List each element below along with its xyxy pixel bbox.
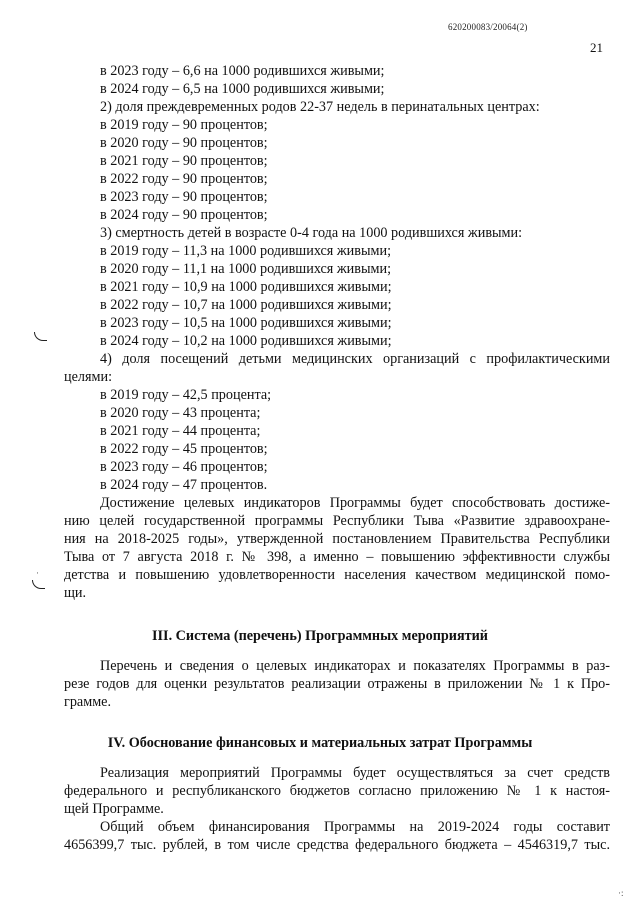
- list-item: в 2021 году – 10,9 на 1000 родившихся живыми;: [100, 279, 392, 295]
- section-heading: III. Система (перечень) Программных мероприятий: [152, 628, 488, 644]
- list-item: в 2023 году – 10,5 на 1000 родившихся живыми;: [100, 315, 392, 331]
- list-item: в 2024 году – 47 процентов.: [100, 477, 268, 493]
- paragraph-line: Тыва от 7 августа 2018 г. № 398, а именно – повышению эффективности службы: [64, 549, 610, 565]
- list-item: в 2023 году – 46 процентов;: [100, 459, 268, 475]
- list-item: в 2023 году – 6,6 на 1000 родившихся живыми;: [100, 63, 385, 79]
- list-item: в 2020 году – 11,1 на 1000 родившихся живыми;: [100, 261, 392, 277]
- paragraph-line: ния на 2018-2025 годы», утвержденной постановлением Правительства Республики: [64, 531, 610, 547]
- paragraph-line: резе годов для оценки результатов реализации отражены в приложении № 1 к Про-: [64, 676, 610, 692]
- list-item: в 2022 году – 90 процентов;: [100, 171, 268, 187]
- paragraph-line: федерального и республиканского бюджетов согласно приложению № 1 к настоя-: [64, 783, 610, 799]
- margin-pen-mark: [34, 332, 47, 341]
- list-item: в 2024 году – 90 процентов;: [100, 207, 268, 223]
- list-item: в 2019 году – 11,3 на 1000 родившихся живыми;: [100, 243, 392, 259]
- list-item-heading: 4) доля посещений детьми медицинских организаций с профилактическими: [100, 351, 610, 367]
- margin-pen-mark: [32, 580, 45, 589]
- scan-speck: ·: [36, 568, 39, 578]
- scan-speck: ·:: [618, 888, 624, 898]
- list-item: в 2021 году – 90 процентов;: [100, 153, 268, 169]
- page-number: 21: [590, 40, 603, 55]
- list-item: в 2022 году – 45 процентов;: [100, 441, 268, 457]
- document-id: 620200083/20064(2): [448, 22, 528, 32]
- paragraph-line: Реализация мероприятий Программы будет осуществляться за счет средств: [100, 765, 610, 781]
- paragraph-line: Перечень и сведения о целевых индикаторах и показателях Программы в раз-: [100, 658, 610, 674]
- paragraph-line: детства и повышению удовлетворенности населения качеством медицинской помо-: [64, 567, 610, 583]
- list-item: 3) смертность детей в возрасте 0-4 года на 1000 родившихся живыми:: [100, 225, 523, 241]
- list-item-heading-cont: целями:: [64, 369, 113, 385]
- paragraph-line: грамме.: [64, 694, 112, 710]
- paragraph-line: щи.: [64, 585, 87, 601]
- list-item: в 2024 году – 6,5 на 1000 родившихся живыми;: [100, 81, 385, 97]
- list-item: в 2019 году – 42,5 процента;: [100, 387, 272, 403]
- paragraph-line: Общий объем финансирования Программы на 2019-2024 годы составит: [100, 819, 610, 835]
- paragraph-line: 4656399,7 тыс. рублей, в том числе средства федерального бюджета – 4546319,7 тыс.: [64, 837, 610, 853]
- list-item: в 2023 году – 90 процентов;: [100, 189, 268, 205]
- list-item: 2) доля преждевременных родов 22-37 недель в перинатальных центрах:: [100, 99, 540, 115]
- list-item: в 2020 году – 90 процентов;: [100, 135, 268, 151]
- list-item: в 2022 году – 10,7 на 1000 родившихся живыми;: [100, 297, 392, 313]
- paragraph-line: щей Программе.: [64, 801, 164, 817]
- section-heading: IV. Обоснование финансовых и материальных затрат Программы: [107, 735, 533, 751]
- list-item: в 2019 году – 90 процентов;: [100, 117, 268, 133]
- paragraph-line: нию целей государственной программы Республики Тыва «Развитие здравоохране-: [64, 513, 610, 529]
- list-item: в 2020 году – 43 процента;: [100, 405, 261, 421]
- paragraph-line: Достижение целевых индикаторов Программы будет способствовать достиже-: [100, 495, 610, 511]
- list-item: в 2024 году – 10,2 на 1000 родившихся живыми;: [100, 333, 392, 349]
- list-item: в 2021 году – 44 процента;: [100, 423, 261, 439]
